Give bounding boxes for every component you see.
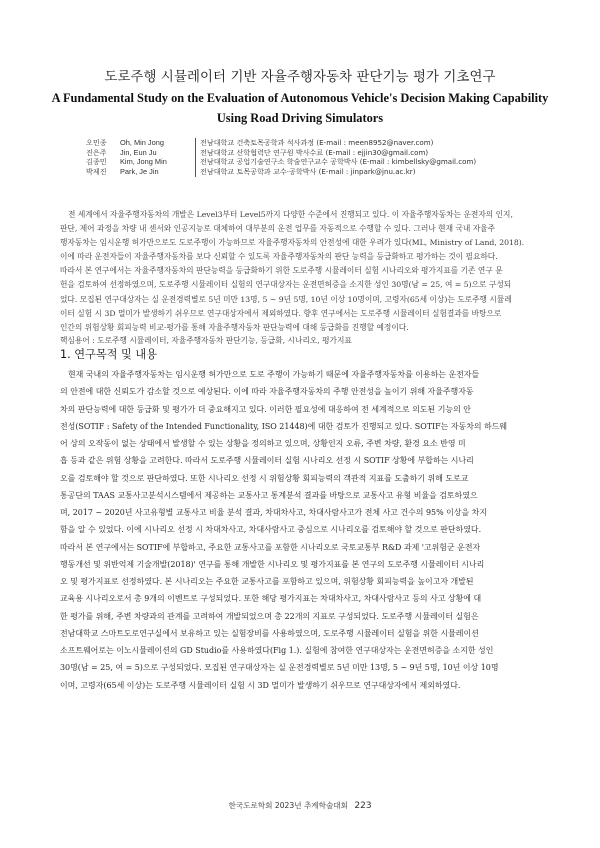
body-line: 30명(남 = 25, 여 = 5)으로 구성되었다. 모집된 연구대상자는 실 운전경력별로 5년 미만 13명, 5 ~ 9년 5명, 10년 이상 10명 bbox=[60, 663, 499, 673]
body-paragraph bbox=[60, 366, 538, 694]
page-footer bbox=[0, 800, 600, 811]
body-line: 전남대학교 스마트도로연구실에서 보유하고 있는 실험장비를 사용하였으며, 도로주행 시뮬레이터 실험을 위한 시뮬레이션 bbox=[60, 628, 479, 638]
author-name-english: Park, Je Jin bbox=[120, 166, 159, 176]
abstract-line: 전 세계에서 자율주행자동차의 개발은 Level3부터 Level5까지 다양한 수준에서 진행되고 있다. 이 자율주행자동차는 운전자의 인지, bbox=[68, 210, 513, 219]
body-line: 차의 판단능력에 대한 등급화 및 평가가 더 중요해지고 있다. 이러한 필요성에 대응하여 전 세계적으로 의도된 기능의 안 bbox=[60, 404, 471, 414]
author-row bbox=[86, 138, 556, 148]
author-name-korean: 진은주 bbox=[86, 147, 107, 157]
author-row bbox=[86, 157, 556, 167]
body-line: 전성(SOTIF : Safety of the Intended Functionality, ISO 21448)에 대한 검토가 진행되고 있다. SOTIF는 자동차의 하드웨 bbox=[60, 421, 508, 431]
body-line: 오를 검토해야 할 것으로 판단하였다. 또한 시나리오 선정 시 위험상황 회피능력의 객관적 지표를 도출하기 위해 도로교 bbox=[60, 473, 469, 483]
section-heading: 1. 연구목적 및 내용 bbox=[60, 348, 157, 361]
author-name-english: Oh, Min Jong bbox=[120, 138, 164, 147]
title-english bbox=[40, 88, 560, 128]
abstract-line: 행자동차는 임시운행 허가만으로도 도로주행이 가능하므로 자율주행자동차의 안전성에 대한 우려가 있다(ML, Ministry of Land, 2018). bbox=[60, 238, 525, 248]
footer-conference: 한국도로학회 2023년 추계학술대회 bbox=[228, 801, 348, 810]
author-affiliation: 전남대학교 산학협력단 연구원 박사수료 (E-mail : ejjin30@gmail.com) bbox=[200, 147, 429, 157]
abstract-line: 헌을 검토하여 선정하였으며, 도로주행 시뮬레이터 실험의 연구대상자는 운전면허증을 소지한 성인 30명(남 = 25, 여 = 5)으로 구성되 bbox=[60, 280, 512, 290]
author-affiliation: 전남대학교 공업기술연구소 학술연구교수 공학박사 (E-mail : kimbellsky@gmail.com) bbox=[200, 157, 477, 167]
page-number: 223 bbox=[354, 801, 372, 811]
abstract-line: 판단, 제어 과정을 차량 내 센서와 인공지능로 대체하여 대부분의 운전 업무를 자동적으로 수행할 수 있다. 그러나 현재 국내 자율주 bbox=[60, 224, 496, 234]
author-name-korean: 오민종 bbox=[86, 138, 107, 147]
author-block bbox=[86, 138, 556, 176]
body-line: 통공단의 TAAS 교통사고분석시스템에서 제공하는 교통사고 통계분석 결과를 바탕으로 교통사고 유형 비율을 검토하였으 bbox=[60, 490, 478, 500]
author-name-korean: 김종민 bbox=[86, 157, 107, 167]
body-line: 흡 등과 같은 위험 상황을 고려한다. 따라서 도로주행 시뮬레이터 실험 시나리오 선정 시 SOTIF 상황에 부합하는 시나리 bbox=[60, 456, 474, 466]
body-line: 의 안전에 대한 신뢰도가 감소할 것으로 예상된다. 이에 따라 자율주행자동차의 주행 안전성을 높이기 위해 자율주행자동 bbox=[60, 387, 474, 397]
body-line: 이며, 고령자(65세 이상)는 도로주행 시뮬레이터 실험 시 3D 멀미가 발생하기 쉬우므로 연구대상자에서 제외하였다. bbox=[60, 680, 461, 690]
title-english-line-2: Using Road Driving Simulators bbox=[216, 111, 384, 125]
body-line: 현재 국내의 자율주행자동차는 임시운행 허가만으로 도로 주행이 가능하기 때문에 자율주행자동차를 이용하는 운전자들 bbox=[68, 370, 480, 379]
author-name-english: Kim, Jong Min bbox=[120, 157, 167, 167]
abstract bbox=[60, 208, 538, 335]
title-english-line-1: A Fundamental Study on the Evaluation of Autonomous Vehicle's Decision Making Capability bbox=[51, 91, 549, 105]
author-name-english: Jin, Eun Ju bbox=[120, 147, 157, 157]
body-line: 교육용 시나리오로서 총 9개의 이벤트로 구성되었다. 또한 해당 평가지표는 차대차사고, 차대사람사고 등의 사고 상황에 대 bbox=[60, 594, 482, 604]
body-line: 행동개선 및 위반억제 기술개발(2018)' 연구를 통해 개발한 시나리오 및 평가지표를 본 연구의 도로주행 시뮬레이터 시나리 bbox=[60, 559, 485, 569]
body-line: 며, 2017 ~ 2020년 사고유형별 교통사고 비율 분석 결과, 차대차사고, 차대사람사고가 전체 사고 건수의 95% 이상을 차지 bbox=[60, 508, 488, 517]
body-line: 따라서 본 연구에서는 SOTIF에 부합하고, 주요한 교통사고를 포함한 시나리오로 국토교통부 R&D 과제 '고위험군 운전자 bbox=[60, 542, 481, 552]
abstract-line: 인간의 위험상황 회피능력 비교·평가를 통해 자율주행자동차 판단능력에 대해 등급화를 진행할 예정이다. bbox=[60, 322, 409, 332]
body-line: 함을 알 수 있었다. 이에 시나리오 선정 시 차대차사고, 차대사람사고 중심으로 시나리오를 검토해야 할 것으로 판단하였다. bbox=[60, 525, 482, 535]
author-row bbox=[86, 167, 556, 177]
body-line: 한 평가를 위해, 주변 차량과의 관계를 고려하여 개발되었으며 총 22개의 지표로 구성되었다. 도로주행 시뮬레이터 실험은 bbox=[60, 611, 479, 621]
author-row bbox=[86, 148, 556, 158]
keywords: 핵심용어 : 도로주행 시뮬레이터, 자율주행자동차 판단기능, 등급화, 시나리오, 평가지표 bbox=[60, 336, 352, 345]
abstract-line: 따라서 본 연구에서는 자율주행자동차의 판단능력을 등급화하기 위한 도로주행 시뮬레이터 실험 시나리오와 평가지표를 기존 연구 문 bbox=[60, 266, 503, 276]
abstract-line: 이터 실험 시 3D 멀미가 발생하기 쉬우므로 연구대상자에서 제외하였다. 향후 연구에서는 도로주행 시뮬레이터 실험결과를 바탕으로 bbox=[60, 308, 502, 318]
author-name-korean: 박제진 bbox=[86, 166, 107, 176]
body-line: 오 및 평가지표로 선정하였다. 본 시나리오는 주요한 교통사고를 포함하고 있으며, 위험상황 회피능력을 높이고자 개발된 bbox=[60, 577, 474, 586]
abstract-line: 이에 따라 운전자들이 자율주행자동차를 보다 신뢰할 수 있도록 자율주행자동차의 판단 능력을 등급화하고 평가하는 것이 필요하다. bbox=[60, 252, 498, 262]
author-affiliation: 전남대학교 토목공학과 교수·공학박사 (E-mail : jinpark@jnu.ac.kr) bbox=[200, 166, 416, 176]
abstract-line: 었다. 모집된 연구대상자는 실 운전경력별로 5년 미만 13명, 5 ~ 9년 5명, 10년 이상 10명이며, 고령자(65세 이상)는 도로주행 시뮬레 bbox=[60, 294, 512, 304]
author-affiliation: 전남대학교 건축토목공학과 석사과정 (E-mail : meen8952@naver.com) bbox=[200, 138, 434, 147]
body-line: 어 상의 오작동이 없는 상태에서 발생할 수 있는 상황을 정의하고 있으며, 상황인지 오류, 주변 차량, 환경 요소 반영 미 bbox=[60, 439, 466, 448]
title-korean: 도로주행 시뮬레이터 기반 자율주행자동차 판단기능 평가 기초연구 bbox=[104, 70, 496, 85]
body-line: 소프트웨어로는 이노시뮬레이션의 GD Studio를 사용하였다(Fig 1.). 실험에 참여한 연구대상자는 운전면허증을 소지한 성인 bbox=[60, 646, 494, 655]
